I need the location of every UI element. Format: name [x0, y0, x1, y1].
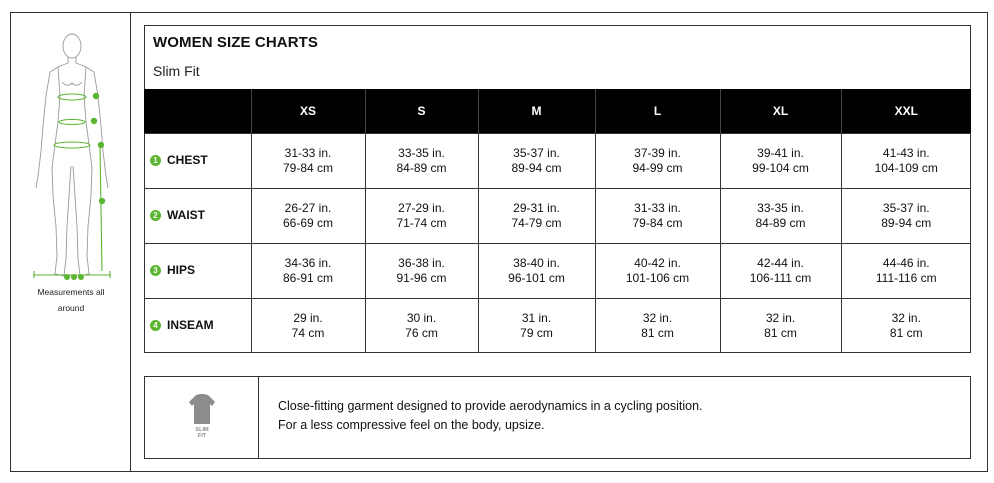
size-cm: 76 cm: [405, 325, 438, 340]
size-cell: [365, 298, 478, 353]
size-inches: 41-43 in.: [882, 145, 930, 160]
row-label: [144, 133, 251, 188]
size-inches: 42-44 in.: [757, 255, 804, 270]
fit-description-line: For a less compressive feel on the body, upsize.: [278, 418, 545, 432]
body-measurement-figure-icon: [22, 26, 122, 291]
fit-icon-label-line: FIT: [197, 433, 207, 439]
size-cell: [841, 133, 971, 188]
size-inches: 35-37 in.: [882, 200, 930, 215]
size-inches: 39-41 in.: [757, 145, 804, 160]
size-cm: 79-84 cm: [282, 160, 334, 175]
size-header: XXL: [841, 89, 971, 133]
size-inches: 34-36 in.: [284, 255, 332, 270]
measurement-number-badge: 3: [150, 265, 161, 276]
caption-line: Measurements all: [37, 287, 105, 297]
size-inches: 30 in.: [406, 310, 437, 325]
size-inches: 32 in.: [765, 310, 796, 325]
size-cell: [365, 133, 478, 188]
size-cell: [478, 298, 595, 353]
size-inches: 32 in.: [891, 310, 921, 325]
fit-description: [278, 397, 703, 435]
size-cell: [841, 188, 971, 243]
measurement-label: INSEAM: [167, 318, 214, 333]
size-cell: [365, 243, 478, 298]
size-inches: 31 in.: [521, 310, 552, 325]
size-cm: 89-94 cm: [511, 160, 562, 175]
size-cell: [595, 133, 720, 188]
size-cm: 91-96 cm: [396, 270, 447, 285]
size-cell: [720, 298, 841, 353]
size-inches: 27-29 in.: [398, 200, 445, 215]
size-cell: [595, 188, 720, 243]
size-header: M: [478, 89, 595, 133]
size-cm: 104-109 cm: [874, 160, 938, 175]
size-header: XL: [720, 89, 841, 133]
size-inches: 44-46 in.: [882, 255, 930, 270]
measurement-row-hips: [144, 243, 971, 298]
measurement-row-waist: [144, 188, 971, 243]
size-cm: 86-91 cm: [282, 270, 334, 285]
fit-icon-label-line: SLIM: [195, 427, 209, 433]
size-cm: 74-79 cm: [511, 215, 562, 230]
size-chart-panel: [144, 25, 971, 353]
size-cm: 84-89 cm: [396, 160, 447, 175]
measurement-label: HIPS: [167, 263, 196, 277]
size-cell: [251, 298, 365, 353]
panel-divider: [130, 12, 131, 472]
size-cm: 81 cm: [889, 325, 923, 340]
size-cm: 89-94 cm: [881, 215, 932, 230]
size-cell: [720, 188, 841, 243]
fit-icon-cell: [145, 377, 259, 458]
size-cell: [595, 298, 720, 353]
size-cm: 81 cm: [764, 325, 797, 340]
size-header: S: [365, 89, 478, 133]
size-cell: [720, 133, 841, 188]
size-inches: 26-27 in.: [284, 200, 332, 215]
row-label: [144, 298, 251, 353]
size-inches: 29-31 in.: [513, 200, 560, 215]
size-cell: [720, 243, 841, 298]
header-corner: [144, 89, 251, 133]
size-cell: [478, 133, 595, 188]
chart-title: WOMEN SIZE CHARTS: [153, 34, 319, 51]
size-header: XS: [251, 89, 365, 133]
size-header: L: [595, 89, 720, 133]
size-inches: 31-33 in.: [634, 200, 681, 215]
size-cm: 84-89 cm: [755, 215, 806, 230]
size-cm: 71-74 cm: [396, 215, 447, 230]
chart-subtitle: Slim Fit: [153, 63, 200, 79]
size-cell: [251, 133, 365, 188]
size-cm: 111-116 cm: [875, 270, 937, 285]
size-inches: 33-35 in.: [757, 200, 804, 215]
size-cm: 81 cm: [641, 325, 674, 340]
size-cm: 99-104 cm: [752, 160, 809, 175]
figure-caption: [18, 284, 124, 316]
size-header-row: [144, 89, 971, 133]
size-cm: 94-99 cm: [632, 160, 683, 175]
size-cell: [365, 188, 478, 243]
size-cell: [251, 243, 365, 298]
measurement-label: WAIST: [167, 208, 205, 222]
fit-description-line: Close-fitting garment designed to provide aerodynamics in a cycling position.: [278, 399, 703, 413]
size-cm: 106-111 cm: [749, 270, 812, 285]
size-inches: 37-39 in.: [634, 145, 681, 160]
measurement-row-inseam: [144, 298, 971, 353]
size-cm: 66-69 cm: [282, 215, 334, 230]
row-label: [144, 243, 251, 298]
size-inches: 35-37 in.: [513, 145, 560, 160]
size-inches: 32 in.: [642, 310, 673, 325]
size-cell: [251, 188, 365, 243]
row-label: [144, 188, 251, 243]
size-table: [144, 89, 971, 353]
measurement-row-chest: [144, 133, 971, 188]
measurement-number-badge: 1: [150, 155, 161, 166]
size-cell: [478, 188, 595, 243]
size-inches: 31-33 in.: [284, 145, 332, 160]
measurement-label: CHEST: [167, 153, 208, 167]
size-cell: [841, 298, 971, 353]
size-inches: 29 in.: [293, 310, 323, 325]
size-inches: 38-40 in.: [513, 255, 560, 270]
size-inches: 36-38 in.: [398, 255, 445, 270]
size-cell: [595, 243, 720, 298]
size-cm: 101-106 cm: [625, 270, 690, 285]
size-cell: [478, 243, 595, 298]
fit-icon-label: [185, 427, 219, 439]
size-inches: 33-35 in.: [398, 145, 445, 160]
size-inches: 40-42 in.: [634, 255, 681, 270]
measurement-number-badge: 2: [150, 210, 161, 221]
caption-line: around: [57, 303, 85, 313]
size-cm: 79 cm: [520, 325, 553, 340]
measurement-number-badge: 4: [150, 320, 161, 331]
size-cell: [841, 243, 971, 298]
size-cm: 79-84 cm: [632, 215, 683, 230]
fit-description-panel: [144, 376, 971, 459]
jersey-icon: [187, 393, 217, 425]
size-cm: 96-101 cm: [508, 270, 565, 285]
size-cm: 74 cm: [291, 325, 325, 340]
